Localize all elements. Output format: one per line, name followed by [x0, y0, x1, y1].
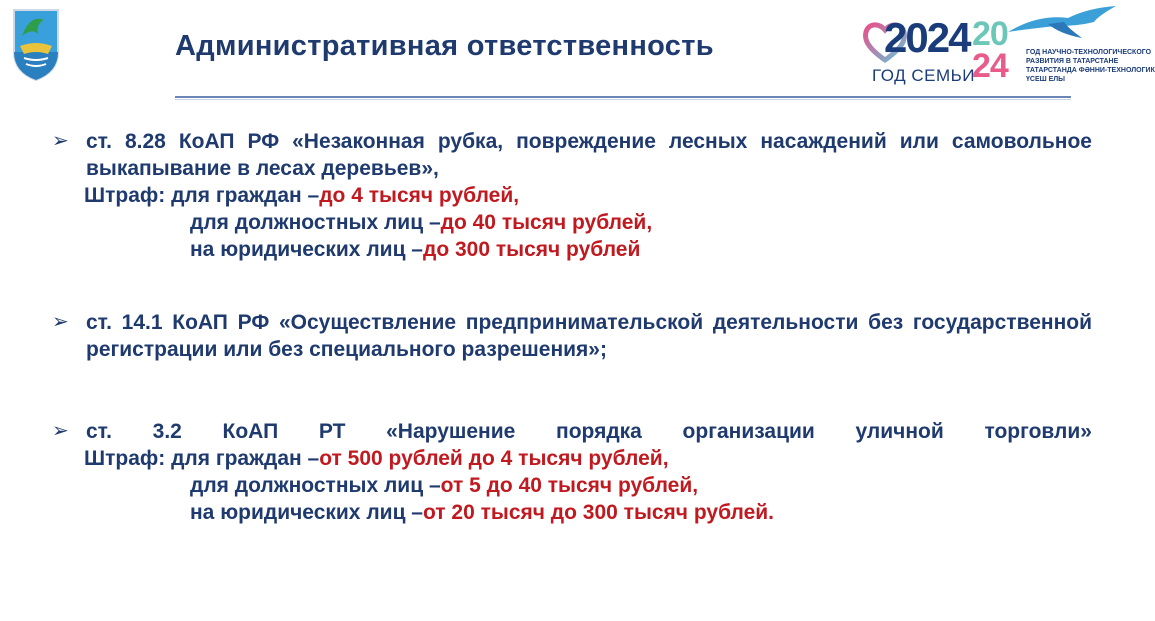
fine-label: для должностных лиц –: [190, 474, 441, 497]
logo-caption-line: ГОД НАУЧНО-ТЕХНОЛОГИЧЕСКОГО: [1026, 49, 1152, 56]
fine-row: [190, 236, 1092, 263]
offense-heading: ст. 8.28 КоАП РФ «Незаконная рубка, повреждение лесных насаждений или самовольное выкапывание в лесах деревьев»,: [86, 130, 1092, 180]
logo-tech-caption: [1026, 48, 1155, 84]
bird-icon: [998, 4, 1118, 40]
fine-row: [190, 499, 1092, 526]
list-item: [52, 309, 1092, 363]
arrow-bullet-icon: ➢: [52, 311, 69, 333]
logo-caption-line: ҮСЕШ ЕЛЫ: [1026, 76, 1066, 83]
fine-label: Штраф: для граждан –: [84, 184, 320, 207]
logo-year: 2024: [884, 14, 970, 61]
list-item: [52, 128, 1092, 263]
page-title: Административная ответственность: [175, 30, 714, 62]
list-item: [52, 418, 1092, 526]
logo-caption-line: РАЗВИТИЯ В ТАТАРСТАНЕ: [1026, 58, 1119, 65]
logo-caption-line: ТАТАРСТАНДА ФӘННИ-ТЕХНОЛОГИК: [1026, 67, 1155, 74]
year-of-science-logo: [972, 4, 1155, 96]
fine-amount: до 40 тысяч рублей,: [440, 211, 653, 234]
fine-label: для должностных лиц –: [190, 211, 441, 234]
logo-family-caption: ГОД СЕМЬИ: [872, 66, 975, 85]
fine-amount: до 4 тысяч рублей,: [319, 184, 520, 207]
fine-row: [84, 182, 1092, 209]
logo-digits-top: 20: [972, 15, 1008, 53]
arrow-bullet-icon: ➢: [52, 420, 69, 442]
fine-row: [84, 445, 1092, 472]
offense-list: [52, 128, 1092, 526]
logo-digits-bottom: 24: [972, 47, 1008, 85]
header-divider-shadow: [175, 99, 1071, 100]
fine-label: Штраф: для граждан –: [84, 447, 320, 470]
fine-label: на юридических лиц –: [190, 501, 423, 524]
offense-heading: ст. 3.2 КоАП РТ «Нарушение порядка организации уличной торговли»: [86, 420, 1092, 443]
fine-row: [190, 209, 1092, 236]
year-of-family-logo: [862, 14, 975, 90]
arrow-bullet-icon: ➢: [52, 130, 69, 152]
header-divider: [175, 96, 1071, 98]
coat-of-arms-emblem: [10, 6, 62, 82]
fine-amount: от 5 до 40 тысяч рублей,: [440, 474, 699, 497]
fine-amount: от 20 тысяч до 300 тысяч рублей.: [423, 501, 775, 524]
fine-label: на юридических лиц –: [190, 238, 423, 261]
offense-heading: ст. 14.1 КоАП РФ «Осуществление предпринимательской деятельности без государственной регистрации или без специального разрешения»;: [86, 311, 1092, 361]
fine-amount: от 500 рублей до 4 тысяч рублей,: [319, 447, 669, 470]
fine-row: [190, 472, 1092, 499]
fine-amount: до 300 тысяч рублей: [423, 238, 641, 261]
